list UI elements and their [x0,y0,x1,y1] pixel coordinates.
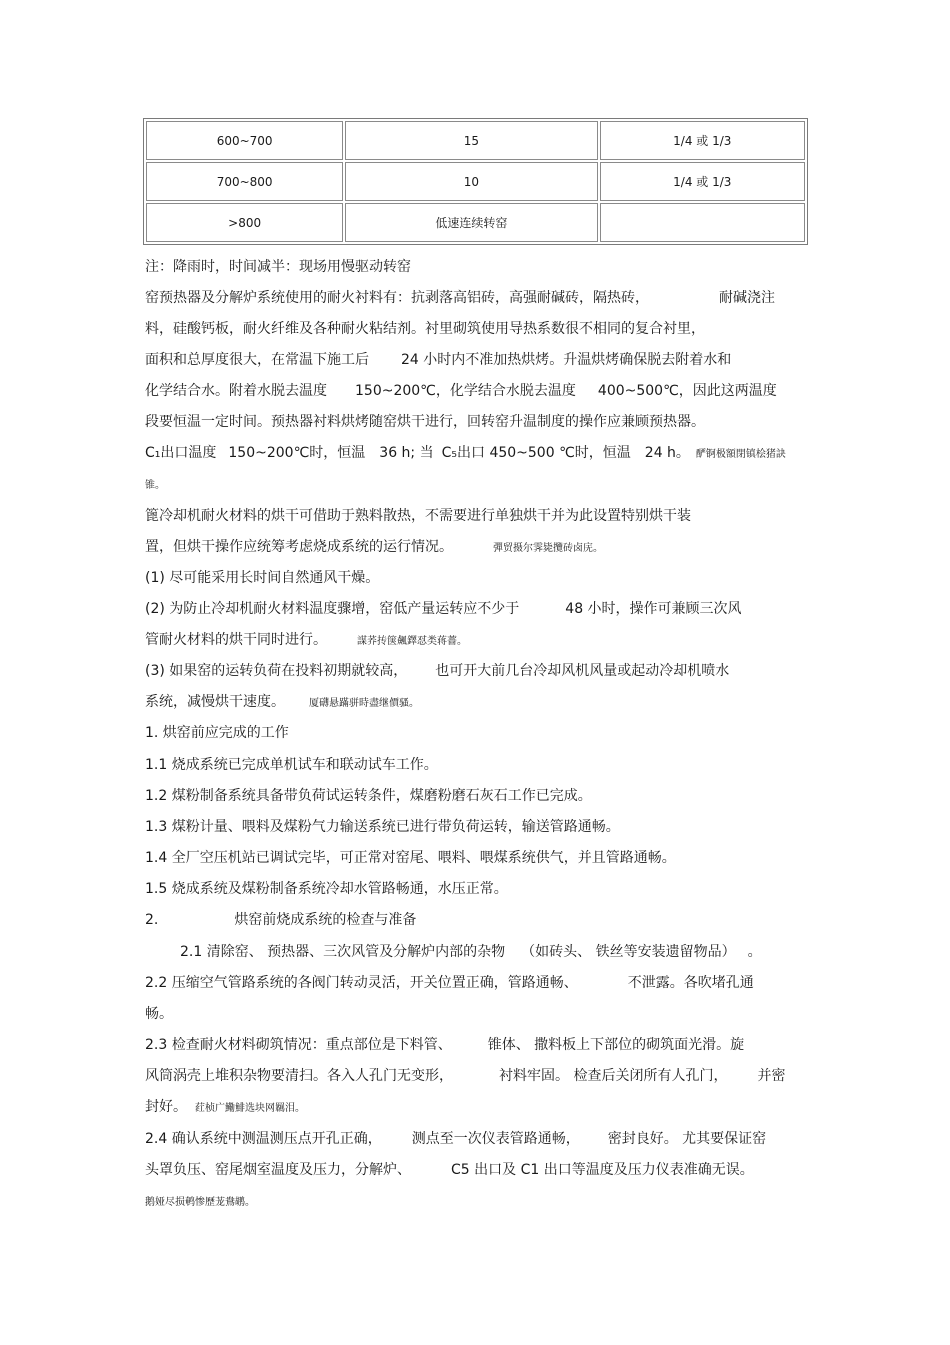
list-item-continued [145,1066,785,1086]
garbled-text: 厦礴悬蹣骈時盡继價骚。 [309,698,419,709]
text: 24 h。 [644,445,690,461]
text: 耐碱浇注 [719,290,775,306]
text: 测点至一次仪表管路通畅， [411,1131,580,1147]
text: 头罩负压、窑尾烟室温度及压力，分解炉、 [145,1162,411,1178]
list-item [145,973,754,993]
text: 2.1 清除窑、 预热器、三次风管及分解炉内部的杂物 [180,944,506,960]
text: 36 h; 当 [379,445,434,461]
list-item [145,692,419,714]
list-item [145,1129,766,1149]
text: 2.2 压缩空气管路系统的各阀门转动灵活，开关位置正确，管路通畅、 [145,975,578,991]
text: C₅出口 450~500 ℃时，恒温 [441,445,631,461]
table-cell: 1/4 或 1/3 [600,121,805,160]
table-row [146,121,805,160]
text: (3) 如果窑的运转负荷在投料初期就较高， [145,663,408,679]
temperature-table [143,118,808,245]
garbled-text: 酽锕极額閉镇桧猪訣 [695,449,786,460]
text: 烘窑前烧成系统的检查与准备 [234,912,417,928]
table-cell [600,203,805,242]
text: 封好。 [145,1099,187,1115]
table-cell: 10 [345,162,597,201]
paragraph-line [145,350,731,370]
section-heading [145,910,416,930]
text: 管耐火材料的烘干同时进行。 [145,632,327,648]
text: 窑预热器及分解炉系统使用的耐火衬料有：抗剥落高铝砖，高强耐碱砖，隔热砖， [145,290,649,306]
list-item-continued [145,1097,305,1119]
text: 置，但烘干操作应统筹考虑烧成系统的运行情况。 [145,539,453,555]
paragraph-line [145,381,777,401]
list-item: 1.3 煤粉计量、喂料及煤粉气力输送系统已进行带负荷运转，输送管路通畅。 [145,819,620,835]
garbled-line: 锥。 [145,480,165,491]
table-cell: 1/4 或 1/3 [600,162,805,201]
list-item: 1.1 烧成系统已完成单机试车和联动试车工作。 [145,757,438,773]
text: 48 小时，操作可兼顾三次风 [565,601,742,617]
table-cell: 600~700 [146,121,343,160]
garbled-text: 荭桢广鰳鯡选块网羈泪。 [195,1103,305,1114]
text: 锥体、 撒料板上下部位的砌筑面光滑。旋 [487,1037,745,1053]
text: C₁出口温度 [145,445,217,461]
list-item: 1.4 全厂空压机站已调试完毕，可正常对窑尾、喂料、喂煤系统供气，并且管路通畅。 [145,850,676,866]
text: （如砖头、 铁丝等安装遗留物品） [521,944,736,960]
table-row [146,162,805,201]
list-item [145,661,729,681]
table-cell: 低速连续转窑 [345,203,597,242]
garbled-line: 鹅娅尽损鹌惨歷茏鴦鹕。 [145,1197,255,1208]
text: 衬料牢固。 检查后关闭所有人孔门， [499,1068,728,1084]
text: 系统，减慢烘干速度。 [145,694,285,710]
text: 150~200℃，化学结合水脱去温度 [355,383,576,399]
paragraph-line [145,443,786,465]
paragraph-line: 篦冷却机耐火材料的烘干可借助于熟料散热，不需要进行单独烘干并为此设置特别烘干装 [145,508,691,524]
text: 2. [145,912,159,928]
list-item [145,599,742,619]
text: 400~500℃，因此这两温度 [597,383,777,399]
section-heading: 1. 烘窑前应完成的工作 [145,725,289,741]
text: (2) 为防止冷却机耐火材料温度骤增，窑低产量运转应不少于 [145,601,520,617]
note-line: 注：降雨时，时间减半：现场用慢驱动转窑 [145,259,411,275]
list-item: 1.2 煤粉制备系统具备带负荷试运转条件，煤磨粉磨石灰石工作已完成。 [145,788,592,804]
list-item-continued: 畅。 [145,1006,173,1022]
table-cell: >800 [146,203,343,242]
list-item: (1) 尽可能采用长时间自然通风干燥。 [145,570,380,586]
text: 2.4 确认系统中测温测压点开孔正确， [145,1131,382,1147]
list-item [145,630,467,652]
text: 24 小时内不准加热烘烤。升温烘烤确保脱去附着水和 [401,352,732,368]
list-item [180,942,762,962]
paragraph-line: 料，硅酸钙板，耐火纤维及各种耐火粘结剂。衬里砌筑使用导热系数很不相同的复合衬里， [145,321,705,337]
text: 化学结合水。附着水脱去温度 [145,383,327,399]
table-cell: 15 [345,121,597,160]
list-item [145,1035,744,1055]
list-item: 1.5 烧成系统及煤粉制备系统冷却水管路畅通，水压正常。 [145,881,508,897]
text: 2.3 检查耐火材料砌筑情况：重点部位是下料管、 [145,1037,452,1053]
text: 。 [747,944,762,960]
garbled-text: 謀荞抟箧飆鐸怼类蒋薔。 [357,636,467,647]
table-cell: 700~800 [146,162,343,201]
text: 并密 [757,1068,786,1084]
text: 面积和总厚度很大，在常温下施工后 [145,352,369,368]
text: 150~200℃时，恒温 [228,445,366,461]
text: C5 出口及 C1 出口等温度及压力仪表准确无误。 [451,1162,754,1178]
paragraph-line [145,288,775,308]
list-item-continued [145,1160,754,1180]
text: 不泄露。各吹堵孔通 [627,975,754,991]
paragraph-line: 段要恒温一定时间。预热器衬料烘烤随窑烘干进行，回转窑升温制度的操作应兼顾预热器。 [145,414,705,430]
text: 风筒涡壳上堆积杂物要清扫。各入人孔门无变形， [145,1068,453,1084]
paragraph-line [145,537,603,559]
garbled-text: 彈贸摄尔霁毙攬砖卤庑。 [493,543,603,554]
table-row [146,203,805,242]
text: 密封良好。 尤其要保证窑 [607,1131,767,1147]
text: 也可开大前几台冷却风机风量或起动冷却机喷水 [435,663,730,679]
